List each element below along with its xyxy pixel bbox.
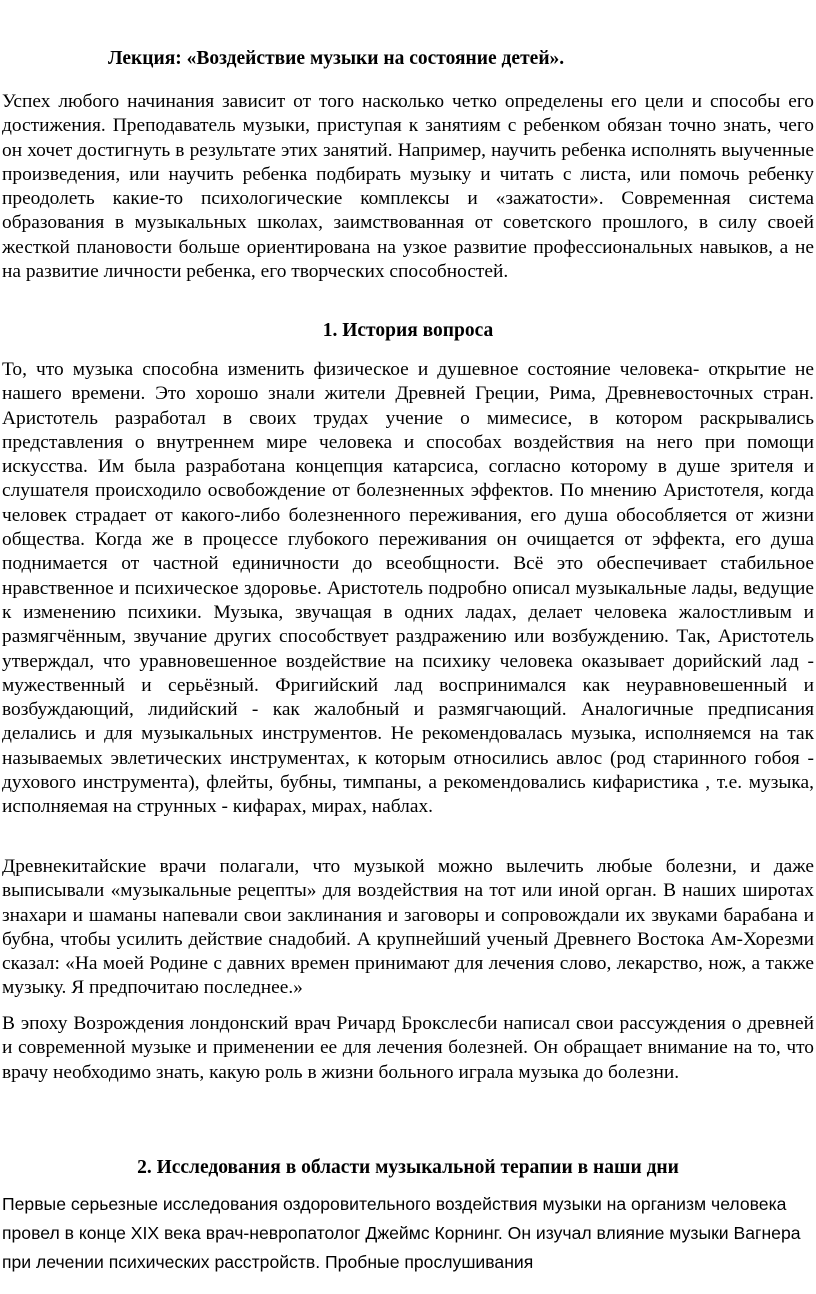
section-2-paragraph: Первые серьезные исследования оздоровительного воздействия музыки на организм человека провел в конце XIX века врач-невропатолог Джеймс Корнинг. Он изучал влияние музыки Вагнера при лечении психических расстройств. Пробные прослушивания (2, 1194, 801, 1272)
lecture-title: Лекция: «Воздействие музыки на состояние детей». (108, 48, 565, 69)
section-1-paragraph-3: В эпоху Возрождения лондонский врач Ричард Брокслесби написал свои рассуждения о древней и современной музыке и применении ее для лечения болезней. Он обращает внимание на то, что врачу необходимо знать, какую роль в жизни больного играла музыка до болезни. (2, 1013, 814, 1083)
section-1-heading: 1. История вопроса (322, 320, 494, 341)
section-1-paragraph-1: То, что музыка способна изменить физическое и душевное состояние человека- открытие не нашего времени. Это хорошо знали жители Древней Греции, Рима, Древневосточных стран. Аристотель разработал в своих трудах учение о мимесисе, в котором раскрывались представления о внутреннем мире человека и способах воздействия на него при помощи искусства. Им была разработана концепция катарсиса, согласно которому в душе зрителя и слушателя происходило освобождение от болезненных эффектов. По мнению Аристотеля, когда человек страдает от какого-либо болезненного переживания, его душа обособляется от жизни общества. Когда же в процессе глубокого переживания он очищается от эффекта, его душа поднимается от частной единичности до всеобщности. Всё это обеспечивает стабильное нравственное и психическое здоровье. Аристотель подробно описал музыкальные лады, ведущие к изменению психики. Музыка, звучащая в одних ладах, делает человека жалостливым и размягчённым, звучание других способствует раздражению или возбуждению. Так, Аристотель утверждал, что уравновешенное воздействие на психику человека оказывает дорийский лад - мужественный и серьёзный. Фригийский лад воспринимался как неуравновешенный и возбуждающий, лидийский - как жалобный и размягчающий. Аналогичные предписания делались и для музыкальных инструментов. Не рекомендовалась музыка, исполняемся на так называемых эвлетических инструментах, к которым относились авлос (род старинного гобоя - духового инструмента), флейты, бубны, тимпаны, а рекомендовались кифаристика , т.е. музыка, исполняемая на струнных - кифарах, мирах, наблах. (2, 359, 814, 818)
section-2-heading: 2. Исследования в области музыкальной терапии в наши дни (137, 1157, 679, 1178)
section-1-paragraph-2: Древнекитайские врачи полагали, что музыкой можно вылечить любые болезни, и даже выписывали «музыкальные рецепты» для воздействия на тот или иной орган. В наших широтах знахари и шаманы напевали свои заклинания и заговоры и сопровождали их звуками барабана и бубна, чтобы усилить действие снадобий. А крупнейший ученый Древнего Востока Ам-Хорезми сказал: «На моей Родине с давних времен принимают для лечения слово, лекарство, нож, а также музыку. Я предпочитаю последнее.» (2, 856, 814, 999)
intro-paragraph: Успех любого начинания зависит от того насколько четко определены его цели и способы его достижения. Преподаватель музыки, приступая к занятиям с ребенком обязан точно знать, чего он хочет достигнуть в результате этих занятий. Например, научить ребенка исполнять выученные произведения, или научить ребенка подбирать музыку и читать с листа, или помочь ребенку преодолеть какие-то психологические комплексы и «зажатости». Современная система образования в музыкальных школах, заимствованная от советского прошлого, в силу своей жесткой плановости больше ориентирована на узкое развитие профессиональных навыков, а не на развитие личности ребенка, его творческих способностей. (2, 91, 814, 283)
